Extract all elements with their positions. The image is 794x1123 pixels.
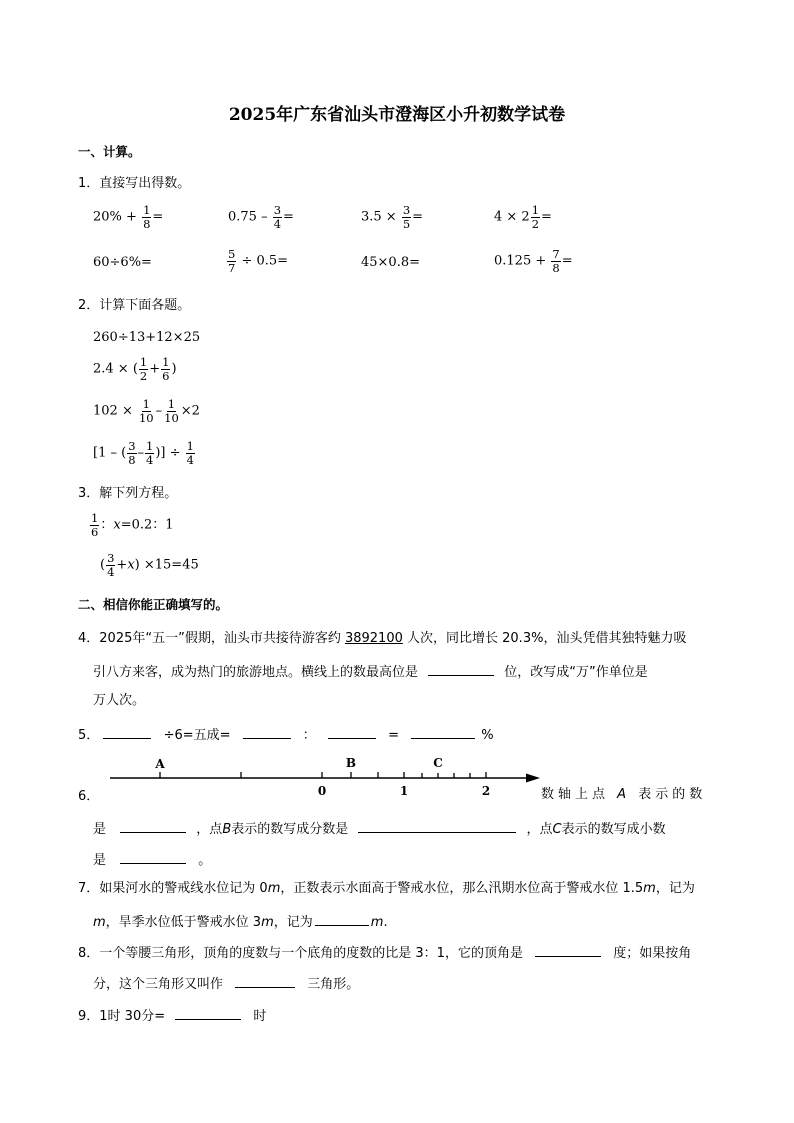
question-7-line-1: 7．如果河水的警戒线水位记为 0m，正数表示水面高于警戒水位，那么汛期水位高于警戒水位 1.5m，记为 [78, 881, 695, 896]
tick-label-2: 2 [481, 784, 491, 796]
q2-expression-1: 260÷13+12×25 [93, 330, 201, 345]
fraction: $\frac{1}{4}$ [146, 439, 154, 467]
point-label-b: B [345, 756, 357, 770]
underlined-number: 3892100 [344, 631, 403, 646]
q1-item-d: 4 × 2 $\frac{1}{2}$ = [494, 203, 552, 231]
fraction: $\frac{1}{8}$ [143, 203, 151, 231]
q3-equation-1: $\frac{1}{6}$ ：x=0.2：1 [91, 511, 174, 539]
question-4-line-2: 引八方来客，成为热门的旅游地点。横线上的数最高位是 位，改写成“万”作单位是 [93, 665, 648, 680]
number-line [106, 754, 566, 796]
answer-blank[interactable] [411, 726, 475, 739]
question-6-label: 6． [78, 789, 100, 804]
question-2-label: 2．计算下面各题。 [78, 298, 191, 313]
fraction: $\frac{1}{6}$ [162, 355, 170, 383]
question-8-line-1: 8．一个等腰三角形，顶角的度数与一个底角的度数的比是 3：1，它的顶角是 度；如果按角 [78, 946, 692, 961]
q2-expression-2: 2.4 × ( $\frac{1}{2}$ + $\frac{1}{6}$ ) [93, 355, 177, 383]
fraction: $\frac{5}{7}$ [228, 247, 236, 275]
fraction: $\frac{3}{5}$ [402, 203, 411, 231]
answer-blank[interactable] [235, 975, 295, 988]
fraction: $\frac{1}{10}$ [138, 397, 154, 425]
question-3-label: 3．解下列方程。 [78, 486, 178, 501]
fraction: $\frac{1}{2}$ [531, 203, 540, 231]
answer-blank[interactable] [103, 726, 151, 739]
page-title: 2025年广东省汕头市澄海区小升初数学试卷 [228, 105, 566, 125]
q1-item-f: $\frac{5}{7}$ ÷ 0.5= [228, 247, 289, 275]
fraction: $\frac{3}{4}$ [107, 551, 115, 579]
fraction: $\frac{7}{8}$ [552, 247, 560, 275]
fraction: $\frac{1}{6}$ [91, 511, 99, 539]
point-label-a: A [155, 757, 165, 771]
answer-blank[interactable] [535, 944, 601, 957]
answer-blank[interactable] [328, 726, 376, 739]
fraction: $\frac{3}{4}$ [273, 203, 282, 231]
question-8-line-2: 分，这个三角形又叫作 三角形。 [93, 977, 360, 992]
q1-item-h: 0.125 + $\frac{7}{8}$ = [494, 247, 573, 275]
question-4-line-3: 万人次。 [93, 693, 146, 708]
section-heading-1: 一、计算。 [78, 144, 141, 159]
q1-item-e: 60÷6%= [93, 255, 152, 270]
question-5: 5． ÷6=五成= ： = % [78, 728, 494, 743]
axis-arrow-icon [526, 774, 540, 783]
fraction: $\frac{1}{4}$ [186, 439, 194, 467]
answer-blank[interactable] [315, 913, 369, 926]
question-7-line-2: m，旱季水位低于警戒水位 3m，记为 m. [93, 915, 388, 930]
point-label-c: C [433, 756, 443, 770]
tick-label-0: 0 [317, 784, 327, 796]
answer-blank[interactable] [175, 1007, 241, 1020]
fraction: $\frac{1}{10}$ [164, 397, 179, 425]
question-6-line-1: 数轴上点 A 表示的数 [541, 787, 707, 802]
q2-expression-4: [1 – ( $\frac{3}{8}$ – $\frac{1}{4}$ )] ÷ $\frac{1}{4}$ [93, 439, 194, 467]
q1-item-g: 45×0.8= [361, 255, 421, 270]
q3-equation-2: ( $\frac{3}{4}$ +x) ×15=45 [100, 551, 199, 579]
answer-blank[interactable] [428, 663, 494, 676]
question-4-line-1: 4．2025年“五一”假期，汕头市共接待游客约 3892100 人次，同比增长 20.3%，汕头凭借其独特魅力吸 [78, 631, 687, 646]
answer-blank[interactable] [120, 820, 186, 833]
q2-expression-3: 102 × $\frac{1}{10}$ – $\frac{1}{10}$ ×2 [93, 397, 200, 425]
q1-item-b: 0.75 – $\frac{3}{4}$ = [228, 203, 294, 231]
answer-blank[interactable] [358, 820, 516, 833]
q1-item-a: 20% + $\frac{1}{8}$ = [93, 203, 164, 231]
fraction: $\frac{1}{2}$ [139, 355, 148, 383]
question-9: 9．1时 30分= 时 [78, 1009, 267, 1024]
fraction: $\frac{3}{8}$ [128, 439, 136, 467]
question-1-label: 1．直接写出得数。 [78, 176, 191, 191]
section-heading-2: 二、相信你能正确填写的。 [78, 597, 229, 612]
q1-item-c: 3.5 × $\frac{3}{5}$ = [361, 203, 424, 231]
question-6-line-3: 是 。 [93, 853, 212, 868]
answer-blank[interactable] [243, 726, 291, 739]
answer-blank[interactable] [120, 851, 186, 864]
question-6-line-2: 是 ，点B表示的数写成分数是 ，点C表示的数写成小数 [93, 822, 666, 837]
tick-label-1: 1 [399, 784, 409, 796]
